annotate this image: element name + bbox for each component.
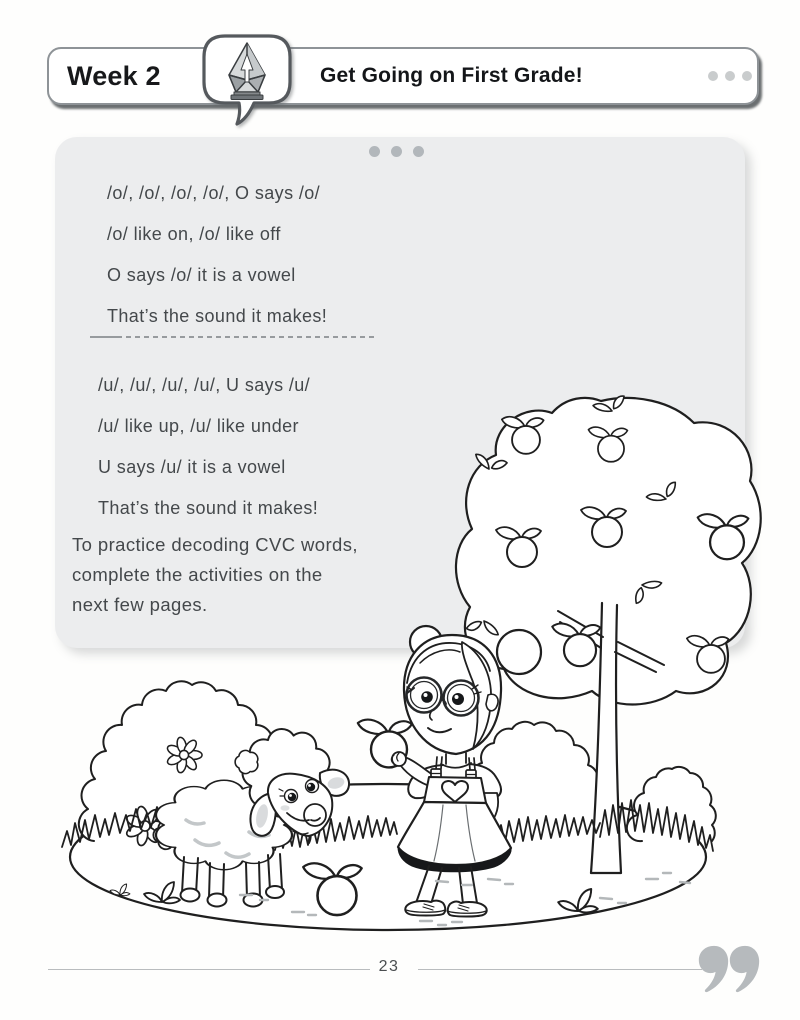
dot-icon xyxy=(725,71,735,81)
poem-line: U says /u/ it is a vowel xyxy=(98,457,286,477)
header-bar xyxy=(47,47,759,105)
dot-icon xyxy=(391,146,402,157)
poem-line: That’s the sound it makes! xyxy=(107,306,328,326)
stanza-o xyxy=(107,173,327,337)
note-line: complete the activities on the xyxy=(72,564,323,585)
coloring-illustration xyxy=(0,395,800,955)
hair-bun-right xyxy=(497,630,541,674)
card-dots xyxy=(369,146,424,157)
poem-line: O says /o/ it is a vowel xyxy=(107,265,296,285)
pen-nib-badge xyxy=(197,30,297,130)
poem-line: /u/ like up, /u/ like under xyxy=(98,416,299,436)
page-number: 23 xyxy=(378,958,400,975)
week-label: Week 2 xyxy=(67,61,161,91)
dot-icon xyxy=(708,71,718,81)
dot-icon xyxy=(742,71,752,81)
poem-line: /o/, /o/, /o/, /o/, O says /o/ xyxy=(107,183,321,203)
header-dots xyxy=(708,71,752,81)
poem-line: /u/, /u/, /u/, /u/, U says /u/ xyxy=(98,375,311,395)
girl-hand xyxy=(391,752,406,766)
poem-line: That’s the sound it makes! xyxy=(98,498,319,518)
footer-rule-left xyxy=(48,969,370,970)
page-title: Get Going on First Grade! xyxy=(320,64,583,87)
dashed-divider xyxy=(90,336,378,338)
poem-line: /o/ like on, /o/ like off xyxy=(107,224,281,244)
closing-quote-icon xyxy=(698,944,760,998)
dot-icon xyxy=(369,146,380,157)
note-line: To practice decoding CVC words, xyxy=(72,534,358,555)
note-line: next few pages. xyxy=(72,594,208,615)
footer-rule-right xyxy=(418,969,702,970)
girl-ear xyxy=(486,694,498,710)
dot-icon xyxy=(413,146,424,157)
